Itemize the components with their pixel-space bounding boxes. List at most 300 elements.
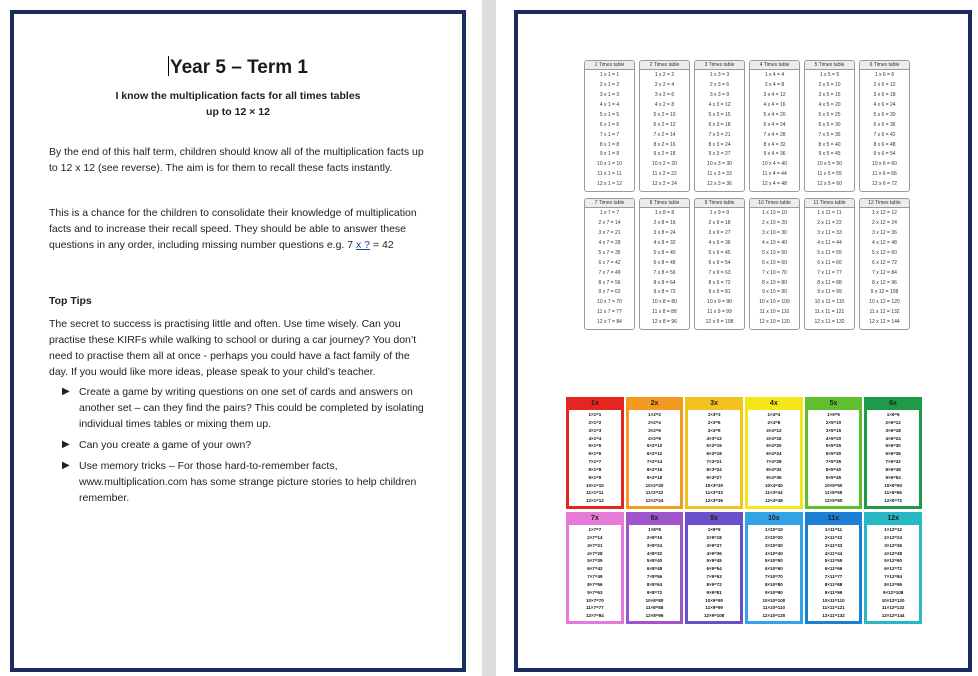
fact-row: 6 x 6 = 36	[873, 121, 896, 128]
times-table-1	[584, 60, 635, 192]
colour-table-header: 7x	[590, 515, 599, 522]
right-page	[514, 10, 972, 672]
fact-row: 11×11=121	[822, 605, 845, 611]
fact-row: 9×7=63	[587, 589, 603, 595]
fact-row: 9×1=9	[588, 474, 602, 480]
fact-row: 6 x 3 = 18	[708, 121, 731, 128]
fact-row: 4 x 6 = 24	[873, 101, 896, 108]
fact-row: 3×4=12	[766, 427, 782, 433]
fact-row: 6 x 4 = 24	[763, 121, 786, 128]
fact-row: 2×9=18	[706, 534, 722, 540]
fact-row: 11×12=132	[881, 605, 905, 611]
subtitle-line-2: up to 12 × 12	[206, 106, 270, 118]
fact-row: 2 x 10 = 20	[762, 220, 787, 227]
colour-table-facts	[569, 410, 621, 506]
times-table-header: 10 Times table	[750, 199, 799, 208]
fact-row: 11 x 2 = 22	[652, 171, 677, 178]
fact-row: 7 x 12 = 84	[872, 269, 897, 276]
times-table-facts	[750, 208, 799, 329]
list-item	[62, 384, 442, 432]
fact-row: 9 x 10 = 90	[762, 289, 787, 296]
fact-row: 9 x 3 = 27	[708, 151, 731, 158]
fact-row: 8×12=96	[884, 581, 903, 587]
colour-table-9	[685, 512, 743, 624]
fact-row: 10×8=80	[645, 597, 664, 603]
fact-row: 3 x 9 = 27	[708, 230, 731, 237]
fact-row: 12×4=48	[764, 498, 783, 504]
fact-row: 4 x 9 = 36	[708, 239, 731, 246]
subtitle	[14, 88, 462, 120]
subtitle-line-1: I know the multiplication facts for all times tables	[115, 90, 361, 102]
top-tips-heading: Top Tips	[49, 295, 92, 307]
colour-table-header: 1x	[590, 400, 599, 407]
fact-row: 11×2=22	[645, 490, 664, 496]
fact-row: 9×11=99	[824, 589, 843, 595]
fact-row: 6×4=24	[766, 451, 782, 457]
missing-number-example-link[interactable]: x ?	[356, 239, 371, 251]
tip-text: Create a game by writing questions on one set of cards and answers on another set – can they find the pairs? This could be completed by isolating individual times tables or mixing them up.	[79, 386, 424, 430]
fact-row: 11×6=66	[884, 490, 902, 496]
colour-table-facts	[569, 525, 621, 621]
fact-row: 12×5=60	[824, 498, 843, 504]
fact-row: 2 x 5 = 10	[818, 82, 841, 89]
fact-row: 11×1=11	[586, 490, 604, 496]
fact-row: 12 x 9 = 108	[705, 319, 734, 326]
times-table-8	[639, 198, 690, 330]
fact-row: 2 x 12 = 24	[872, 220, 897, 227]
fact-row: 8 x 8 = 64	[653, 279, 676, 286]
fact-row: 1 x 10 = 10	[762, 210, 787, 217]
fact-row: 7×10=70	[764, 574, 783, 580]
colour-table-header: 5x	[829, 400, 838, 407]
secret-paragraph: The secret to success is practising little and often. Use time wisely. Can you practise these KIRFs while walking to school or during a car journey? You don’t need to practise them all at once - perhaps you could have a fact family of the day. If you would like more ideas, please speak to your child’s teacher.	[49, 318, 417, 378]
fact-row: 8×1=8	[588, 466, 602, 472]
fact-row: 9×6=54	[885, 474, 901, 480]
fact-row: 8 x 10 = 80	[762, 279, 787, 286]
colour-table-1	[566, 397, 624, 509]
fact-row: 8 x 3 = 24	[708, 141, 731, 148]
fact-row: 6×11=66	[824, 566, 843, 572]
fact-row: 5×10=50	[764, 558, 783, 564]
fact-row: 4×6=24	[885, 435, 901, 441]
colour-table-10	[745, 512, 803, 624]
times-table-header: 9 Times table	[695, 199, 744, 208]
fact-row: 9×12=108	[883, 589, 904, 595]
fact-row: 7×8=56	[646, 574, 663, 580]
fact-row: 12 x 3 = 36	[707, 181, 732, 188]
fact-row: 12 x 11 = 132	[814, 319, 845, 326]
fact-row: 7×12=84	[884, 574, 903, 580]
fact-row: 6 x 2 = 12	[653, 121, 676, 128]
fact-row: 2 x 8 = 16	[653, 220, 676, 227]
fact-row: 1 x 7 = 7	[599, 210, 620, 217]
fact-row: 7 x 5 = 35	[818, 131, 841, 138]
fact-row: 12×11=132	[822, 613, 845, 619]
fact-row: 2×2=4	[648, 419, 661, 425]
example-equals-text: = 42	[370, 239, 394, 251]
fact-row: 5×9=45	[706, 558, 722, 564]
fact-row: 8 x 2 = 16	[653, 141, 676, 148]
fact-row: 12 x 2 = 24	[652, 181, 677, 188]
fact-row: 8×3=24	[706, 466, 722, 472]
fact-row: 6 x 12 = 72	[872, 259, 897, 266]
colour-table-facts	[688, 525, 740, 621]
fact-row: 6×7=42	[587, 566, 603, 572]
fact-row: 1 x 8 = 8	[654, 210, 675, 217]
times-table-facts	[805, 70, 854, 191]
fact-row: 11 x 11 = 121	[814, 309, 845, 316]
fact-row: 8×10=80	[764, 581, 783, 587]
fact-row: 3×7=21	[587, 542, 603, 548]
colour-table-5	[805, 397, 863, 509]
fact-row: 9 x 6 = 54	[873, 151, 896, 158]
list-item	[62, 458, 442, 506]
fact-row: 9 x 5 = 45	[818, 151, 841, 158]
fact-row: 10×5=50	[824, 482, 843, 488]
fact-row: 4×3=12	[706, 435, 722, 441]
fact-row: 6×6=36	[885, 451, 901, 457]
fact-row: 6×1=6	[588, 451, 602, 457]
fact-row: 3 x 4 = 12	[763, 92, 786, 99]
tip-text: Use memory tricks – For those hard-to-remember facts, www.multiplication.com has some strange picture stories to help children remember.	[79, 460, 417, 504]
fact-row: 7×4=28	[766, 459, 782, 465]
fact-row: 1×1=1	[588, 412, 602, 418]
times-table-header: 3 Times table	[695, 61, 744, 70]
colour-table-header: 9x	[710, 515, 719, 522]
times-table-7	[584, 198, 635, 330]
fact-row: 1×4=4	[767, 412, 781, 418]
colour-table-2	[626, 397, 684, 509]
fact-row: 2×4=8	[767, 419, 781, 425]
fact-row: 9×3=27	[706, 474, 722, 480]
fact-row: 11 x 9 = 99	[707, 309, 732, 316]
colour-table-7	[566, 512, 624, 624]
fact-row: 2×1=2	[588, 419, 602, 425]
fact-row: 1×6=6	[886, 412, 900, 418]
fact-row: 7×7=49	[587, 574, 603, 580]
times-table-header: 6 Times table	[860, 61, 909, 70]
fact-row: 2×10=20	[764, 534, 783, 540]
fact-row: 3 x 6 = 18	[873, 92, 896, 99]
fact-row: 9×10=90	[764, 589, 783, 595]
fact-row: 9×9=81	[706, 589, 722, 595]
fact-row: 1×10=10	[764, 527, 783, 533]
colour-table-facts	[688, 410, 740, 506]
arrow-right-icon: ▶	[62, 460, 70, 471]
fact-row: 2 x 9 = 18	[708, 220, 731, 227]
fact-row: 5×12=60	[884, 558, 903, 564]
fact-row: 10 x 6 = 60	[872, 161, 897, 168]
fact-row: 11 x 7 = 77	[597, 309, 622, 316]
fact-row: 1 x 4 = 4	[764, 72, 785, 79]
colour-table-header: 12x	[887, 515, 899, 522]
fact-row: 3×1=3	[588, 427, 602, 433]
fact-row: 12 x 6 = 72	[872, 181, 897, 188]
fact-row: 10 x 4 = 40	[762, 161, 787, 168]
fact-row: 10×2=20	[645, 482, 664, 488]
fact-row: 6×5=30	[825, 451, 842, 457]
fact-row: 10 x 1 = 10	[597, 161, 622, 168]
fact-row: 4×12=48	[884, 550, 903, 556]
fact-row: 7 x 7 = 49	[598, 269, 621, 276]
times-table-header: 5 Times table	[805, 61, 854, 70]
fact-row: 10×6=60	[884, 482, 903, 488]
fact-row: 11 x 1 = 11	[597, 171, 622, 178]
times-table-header: 8 Times table	[640, 199, 689, 208]
fact-row: 8×9=72	[706, 581, 722, 587]
fact-row: 7 x 11 = 77	[817, 269, 842, 276]
fact-row: 12×2=24	[645, 498, 664, 504]
fact-row: 7 x 9 = 63	[708, 269, 731, 276]
fact-row: 4×7=28	[587, 550, 603, 556]
times-table-header: 11 Times table	[805, 199, 854, 208]
fact-row: 7×6=42	[885, 459, 901, 465]
fact-row: 11×3=33	[705, 490, 723, 496]
fact-row: 6 x 5 = 30	[818, 121, 841, 128]
fact-row: 6 x 1 = 6	[599, 121, 620, 128]
times-table-9	[694, 198, 745, 330]
fact-row: 4×4=16	[766, 435, 782, 441]
fact-row: 4 x 12 = 48	[872, 239, 897, 246]
fact-row: 5 x 6 = 30	[873, 111, 896, 118]
times-table-header: 4 Times table	[750, 61, 799, 70]
times-table-10	[749, 198, 800, 330]
times-table-2	[639, 60, 690, 192]
fact-row: 4×10=40	[764, 550, 783, 556]
times-table-facts	[585, 70, 634, 191]
fact-row: 5 x 10 = 50	[762, 249, 787, 256]
fact-row: 12 x 1 = 12	[597, 181, 622, 188]
fact-row: 12 x 7 = 84	[597, 319, 622, 326]
fact-row: 2 x 7 = 14	[598, 220, 621, 227]
fact-row: 4 x 11 = 44	[817, 239, 842, 246]
fact-row: 2 x 3 = 6	[709, 82, 730, 89]
fact-row: 3 x 8 = 24	[653, 230, 676, 237]
times-table-facts	[585, 208, 634, 329]
times-table-4	[749, 60, 800, 192]
colour-table-grid-bottom	[566, 512, 922, 624]
fact-row: 5 x 11 = 55	[817, 249, 842, 256]
colour-table-facts	[629, 525, 681, 621]
fact-row: 6 x 7 = 42	[598, 259, 621, 266]
times-table-6	[859, 60, 910, 192]
colour-table-4	[745, 397, 803, 509]
fact-row: 5×5=25	[825, 443, 842, 449]
fact-row: 10 x 7 = 70	[597, 299, 622, 306]
fact-row: 10 x 3 = 30	[707, 161, 732, 168]
fact-row: 1×12=12	[884, 527, 903, 533]
times-table-facts	[695, 208, 744, 329]
fact-row: 5×1=5	[588, 443, 602, 449]
fact-row: 7 x 4 = 28	[763, 131, 786, 138]
fact-row: 12×1=12	[585, 498, 604, 504]
fact-row: 2 x 11 = 22	[817, 220, 842, 227]
fact-row: 3×9=27	[706, 542, 722, 548]
fact-row: 8 x 7 = 56	[598, 279, 621, 286]
left-page	[10, 10, 466, 672]
fact-row: 6×8=48	[646, 566, 663, 572]
fact-row: 9×2=18	[646, 474, 663, 480]
fact-row: 8 x 12 = 96	[872, 279, 897, 286]
tip-text: Can you create a game of your own?	[79, 439, 252, 451]
fact-row: 11×9=99	[705, 605, 723, 611]
times-table-5	[804, 60, 855, 192]
times-table-facts	[805, 208, 854, 329]
fact-row: 1×7=7	[588, 527, 602, 533]
fact-row: 12×6=72	[884, 498, 903, 504]
fact-row: 2×6=12	[885, 419, 901, 425]
fact-row: 10×7=70	[585, 597, 604, 603]
colour-table-header: 4x	[769, 400, 778, 407]
fact-row: 11 x 6 = 66	[872, 171, 897, 178]
fact-row: 10 x 11 = 110	[814, 299, 845, 306]
fact-row: 3×10=30	[764, 542, 783, 548]
fact-row: 1×9=9	[707, 527, 721, 533]
fact-row: 2 x 6 = 12	[873, 82, 896, 89]
fact-row: 1 x 1 = 1	[599, 72, 620, 79]
fact-row: 11 x 8 = 88	[652, 309, 677, 316]
fact-row: 4 x 8 = 32	[653, 239, 676, 246]
fact-row: 7 x 6 = 42	[873, 131, 896, 138]
fact-row: 3 x 11 = 33	[817, 230, 842, 237]
fact-row: 7 x 10 = 70	[762, 269, 787, 276]
fact-row: 12×9=108	[704, 613, 725, 619]
page-title[interactable]	[14, 56, 462, 79]
fact-row: 9 x 11 = 99	[817, 289, 842, 296]
fact-row: 7×2=14	[646, 459, 663, 465]
fact-row: 8 x 6 = 48	[873, 141, 896, 148]
colour-table-facts	[748, 410, 800, 506]
fact-row: 4 x 1 = 4	[599, 101, 620, 108]
fact-row: 6×3=18	[706, 451, 722, 457]
fact-row: 2×12=24	[884, 534, 903, 540]
fact-row: 12×10=120	[762, 613, 786, 619]
fact-row: 10×11=110	[822, 597, 845, 603]
fact-row: 3×2=6	[648, 427, 661, 433]
colour-table-facts	[867, 525, 919, 621]
fact-row: 10×4=40	[764, 482, 783, 488]
fact-row: 11 x 12 = 132	[869, 309, 900, 316]
fact-row: 12×3=36	[705, 498, 724, 504]
fact-row: 1 x 3 = 3	[709, 72, 730, 79]
fact-row: 1×2=2	[648, 412, 661, 418]
fact-row: 3×11=33	[824, 542, 843, 548]
fact-row: 11×10=110	[762, 605, 785, 611]
fact-row: 3 x 2 = 6	[654, 92, 675, 99]
fact-row: 8 x 1 = 8	[599, 141, 620, 148]
fact-row: 7×1=7	[588, 459, 602, 465]
fact-row: 5×7=35	[587, 558, 603, 564]
fact-row: 3 x 5 = 15	[818, 92, 841, 99]
colour-table-header: 6x	[889, 400, 898, 407]
colour-table-12	[864, 512, 922, 624]
fact-row: 4 x 3 = 12	[708, 101, 731, 108]
list-item	[62, 437, 442, 453]
fact-row: 11 x 3 = 33	[707, 171, 732, 178]
fact-row: 6×9=54	[706, 566, 722, 572]
fact-row: 7×3=21	[706, 459, 722, 465]
fact-row: 6 x 10 = 60	[762, 259, 787, 266]
times-table-11	[804, 198, 855, 330]
fact-row: 4 x 10 = 40	[762, 239, 787, 246]
fact-row: 10 x 8 = 80	[652, 299, 677, 306]
times-table-facts	[640, 70, 689, 191]
fact-row: 5 x 9 = 45	[708, 249, 731, 256]
fact-row: 8×11=88	[824, 581, 843, 587]
fact-row: 10×9=90	[705, 597, 724, 603]
fact-row: 3×12=36	[884, 542, 903, 548]
fact-row: 10 x 12 = 120	[869, 299, 900, 306]
arrow-right-icon: ▶	[62, 386, 70, 397]
fact-row: 12 x 8 = 96	[652, 319, 677, 326]
times-table-grid-bottom	[584, 198, 910, 330]
colour-table-3	[685, 397, 743, 509]
arrow-right-icon: ▶	[62, 439, 70, 450]
fact-row: 11×7=77	[586, 605, 604, 611]
fact-row: 5 x 4 = 20	[763, 111, 786, 118]
colour-table-facts	[808, 410, 860, 506]
fact-row: 1 x 9 = 9	[709, 210, 730, 217]
fact-row: 1 x 2 = 2	[654, 72, 675, 79]
times-table-header: 2 Times table	[640, 61, 689, 70]
page-gutter	[482, 0, 496, 676]
fact-row: 3×8=24	[646, 542, 663, 548]
fact-row: 2 x 4 = 8	[764, 82, 785, 89]
fact-row: 9 x 7 = 63	[598, 289, 621, 296]
fact-row: 3×3=9	[707, 427, 721, 433]
times-table-header: 7 Times table	[585, 199, 634, 208]
fact-row: 5×4=20	[766, 443, 782, 449]
fact-row: 5×6=30	[885, 443, 901, 449]
page-title-text: Year 5 – Term 1	[169, 57, 309, 78]
colour-table-header: 8x	[650, 515, 659, 522]
times-table-12	[859, 198, 910, 330]
fact-row: 3 x 7 = 21	[598, 230, 621, 237]
fact-row: 8×6=48	[885, 466, 901, 472]
times-table-facts	[640, 208, 689, 329]
fact-row: 7 x 8 = 56	[653, 269, 676, 276]
fact-row: 7×5=35	[825, 459, 842, 465]
fact-row: 3 x 12 = 36	[872, 230, 897, 237]
fact-row: 5 x 1 = 5	[599, 111, 620, 118]
fact-row: 5 x 2 = 10	[653, 111, 676, 118]
fact-row: 10×10=100	[762, 597, 786, 603]
fact-row: 5 x 3 = 15	[708, 111, 731, 118]
times-table-facts	[695, 70, 744, 191]
fact-row: 9 x 8 = 72	[653, 289, 676, 296]
fact-row: 5×11=55	[824, 558, 843, 564]
fact-row: 10 x 2 = 20	[652, 161, 677, 168]
fact-row: 8 x 11 = 88	[817, 279, 842, 286]
colour-table-header: 10x	[767, 515, 780, 522]
fact-row: 12×7=84	[585, 613, 604, 619]
fact-row: 8×4=32	[766, 466, 782, 472]
colour-table-facts	[867, 410, 919, 506]
fact-row: 8 x 4 = 32	[763, 141, 786, 148]
fact-row: 8×2=16	[646, 466, 663, 472]
fact-row: 10×3=30	[705, 482, 724, 488]
fact-row: 10 x 5 = 50	[817, 161, 842, 168]
colour-table-facts	[629, 410, 681, 506]
fact-row: 2 x 1 = 2	[599, 82, 620, 89]
fact-row: 4 x 5 = 20	[818, 101, 841, 108]
fact-row: 4×8=32	[646, 550, 663, 556]
times-table-3	[694, 60, 745, 192]
fact-row: 2×5=10	[825, 419, 842, 425]
colour-table-facts	[808, 525, 860, 621]
fact-row: 7×9=63	[706, 574, 722, 580]
times-table-header: 12 Times table	[860, 199, 909, 208]
